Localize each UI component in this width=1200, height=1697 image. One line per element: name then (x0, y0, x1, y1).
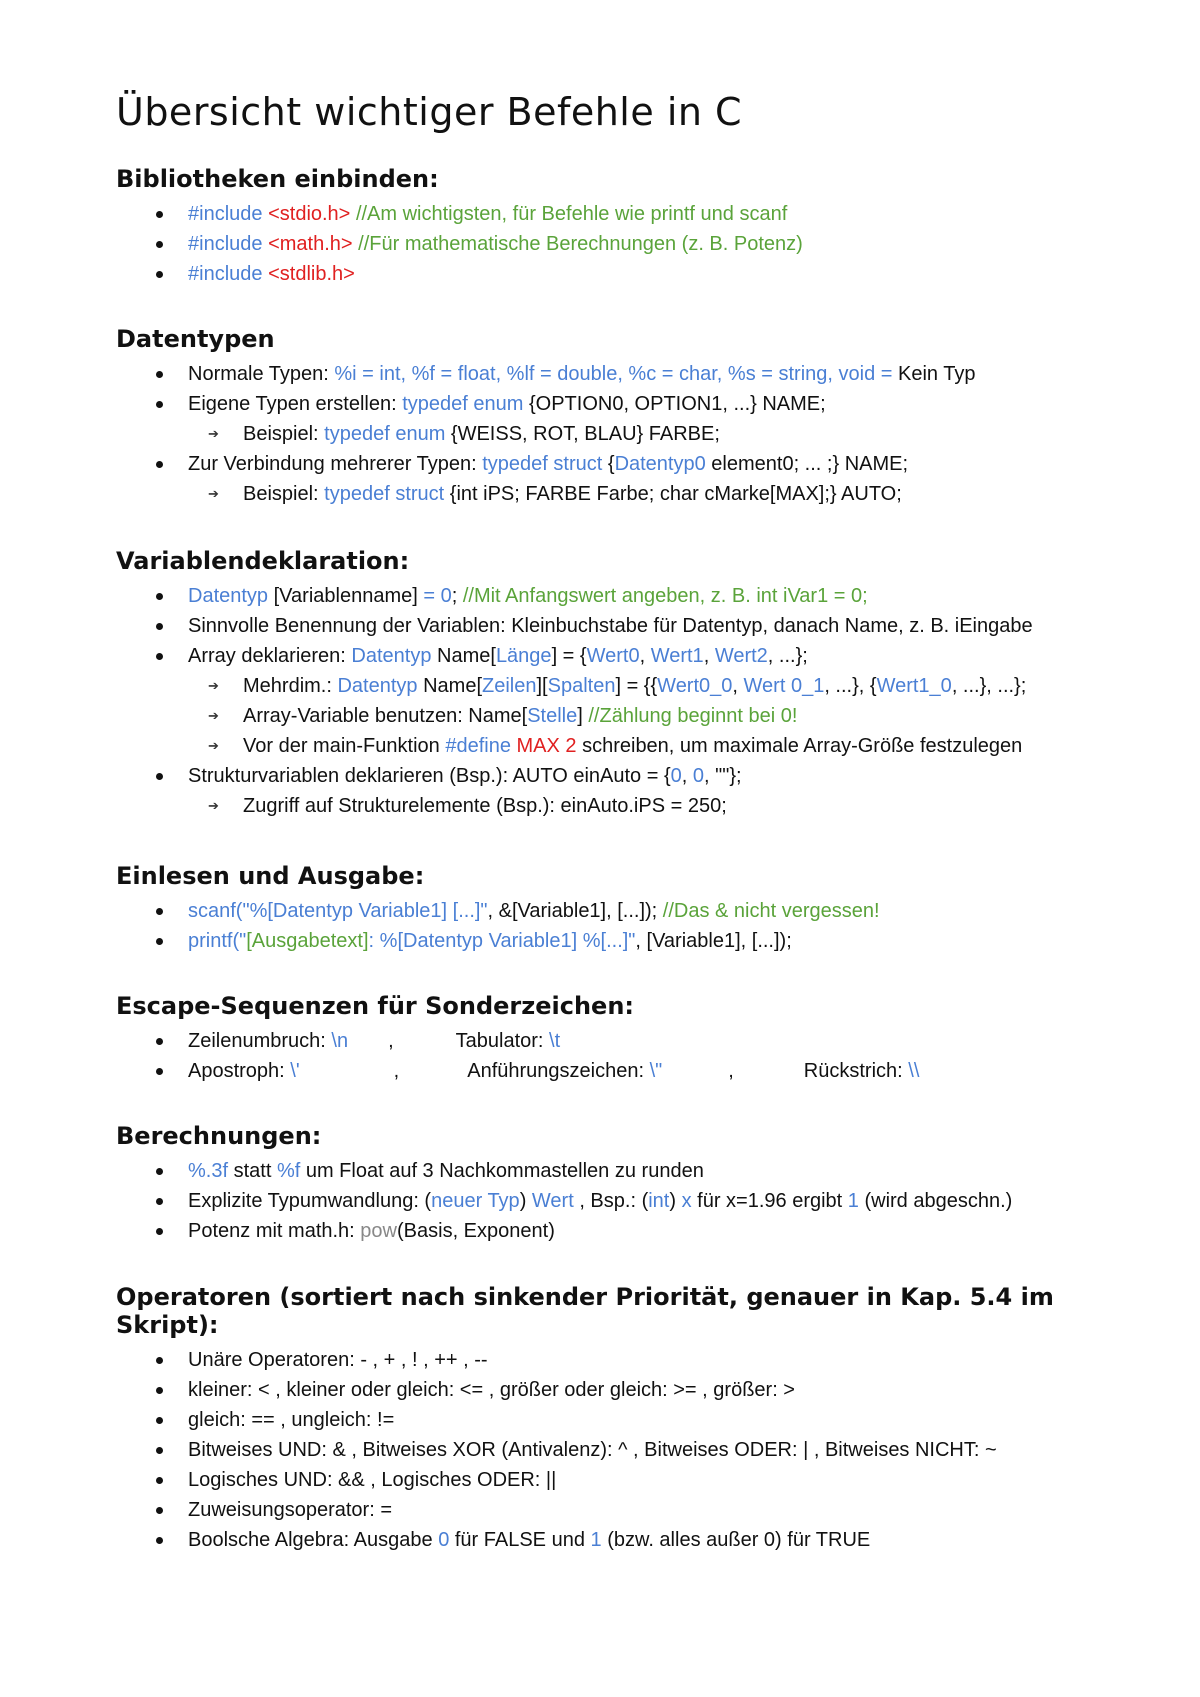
list-item: Eigene Typen erstellen: typedef enum {OPTION0, OPTION1, ...} NAME; (116, 389, 1146, 419)
section-heading: Operatoren (sortiert nach sinkender Priorität, genauer in Kap. 5.4 im Skript): (116, 1283, 1054, 1339)
berechnungen-list (116, 1156, 1146, 1246)
list-item: Zeilenumbruch: \n , Tabulator: \t (116, 1026, 1146, 1056)
section-escape (116, 992, 1146, 1086)
list-item: Array deklarieren: Datentyp Name[Länge] = {Wert0, Wert1, Wert2, ...}; (116, 641, 1146, 671)
list-item: %.3f statt %f um Float auf 3 Nachkommastellen zu runden (116, 1156, 1146, 1186)
section-heading: Escape-Sequenzen für Sonderzeichen: (116, 992, 635, 1020)
include-list (116, 199, 1146, 289)
list-item: Potenz mit math.h: pow(Basis, Exponent) (116, 1216, 1146, 1246)
section-heading: Variablendeklaration: (116, 547, 410, 575)
list-item: Explizite Typumwandlung: (neuer Typ) Wert , Bsp.: (int) x für x=1.96 ergibt 1 (wird abgeschn.) (116, 1186, 1146, 1216)
section-heading: Bibliotheken einbinden: (116, 165, 439, 193)
list-item: Datentyp [Variablenname] = 0; //Mit Anfangswert angeben, z. B. int iVar1 = 0; (116, 581, 1146, 611)
list-item: Bitweises UND: & , Bitweises XOR (Antivalenz): ^ , Bitweises ODER: | , Bitweises NICHT: ~ (116, 1435, 1146, 1465)
variablen-list (116, 581, 1146, 821)
page-header (116, 90, 1136, 134)
section-heading: Einlesen und Ausgabe: (116, 862, 425, 890)
list-item: gleich: == , ungleich: != (116, 1405, 1146, 1435)
list-item: Logisches UND: && , Logisches ODER: || (116, 1465, 1146, 1495)
list-item: Boolsche Algebra: Ausgabe 0 für FALSE und 1 (bzw. alles außer 0) für TRUE (116, 1525, 1146, 1555)
section-einlesen (116, 862, 1146, 956)
list-item: printf("[Ausgabetext]: %[Datentyp Variable1] %[...]", [Variable1], [...]); (116, 926, 1146, 956)
sub-list-item: ➔ Vor der main-Funktion #define MAX 2 schreiben, um maximale Array-Größe festzulegen (116, 731, 1146, 761)
section-heading: Datentypen (116, 325, 275, 353)
list-item: #include <stdlib.h> (116, 259, 1146, 289)
list-item: Apostroph: \' , Anführungszeichen: \" , Rückstrich: \\ (116, 1056, 1146, 1086)
sub-list-item: ➔ Array-Variable benutzen: Name[Stelle] //Zählung beginnt bei 0! (116, 701, 1146, 731)
section-heading: Berechnungen: (116, 1122, 322, 1150)
section-variablen (116, 547, 1146, 821)
sub-list-item: ➔ Mehrdim.: Datentyp Name[Zeilen][Spalten] = {{Wert0_0, Wert 0_1, ...}, {Wert1_0, ...}, ...}; (116, 671, 1146, 701)
operatoren-list (116, 1345, 1146, 1555)
einlesen-list (116, 896, 1146, 956)
list-item: Strukturvariablen deklarieren (Bsp.): AUTO einAuto = {0, 0, ""}; (116, 761, 1146, 791)
section-datentypen (116, 325, 1146, 509)
sub-list-item: ➔ Zugriff auf Strukturelemente (Bsp.): einAuto.iPS = 250; (116, 791, 1146, 821)
sub-list-item: ➔ Beispiel: typedef struct {int iPS; FARBE Farbe; char cMarke[MAX];} AUTO; (116, 479, 1146, 509)
section-operatoren (116, 1283, 1146, 1555)
section-bibliotheken (116, 165, 1146, 289)
list-item: Zur Verbindung mehrerer Typen: typedef struct {Datentyp0 element0; ... ;} NAME; (116, 449, 1146, 479)
escape-list (116, 1026, 1146, 1086)
sub-list-item: ➔ Beispiel: typedef enum {WEISS, ROT, BLAU} FARBE; (116, 419, 1146, 449)
list-item: #include <stdio.h> //Am wichtigsten, für Befehle wie printf und scanf (116, 199, 1146, 229)
list-item: kleiner: < , kleiner oder gleich: <= , größer oder gleich: >= , größer: > (116, 1375, 1146, 1405)
datentypen-list (116, 359, 1146, 509)
list-item: Zuweisungsoperator: = (116, 1495, 1146, 1525)
list-item: Unäre Operatoren: - , + , ! , ++ , -- (116, 1345, 1146, 1375)
list-item: scanf("%[Datentyp Variable1] [...]", &[Variable1], [...]); //Das & nicht vergessen! (116, 896, 1146, 926)
list-item: Normale Typen: %i = int, %f = float, %lf = double, %c = char, %s = string, void = Kein Typ (116, 359, 1146, 389)
section-berechnungen (116, 1122, 1146, 1246)
list-item: Sinnvolle Benennung der Variablen: Kleinbuchstabe für Datentyp, danach Name, z. B. iEingabe (116, 611, 1146, 641)
page-title: Übersicht wichtiger Befehle in C (116, 90, 743, 134)
list-item: #include <math.h> //Für mathematische Berechnungen (z. B. Potenz) (116, 229, 1146, 259)
